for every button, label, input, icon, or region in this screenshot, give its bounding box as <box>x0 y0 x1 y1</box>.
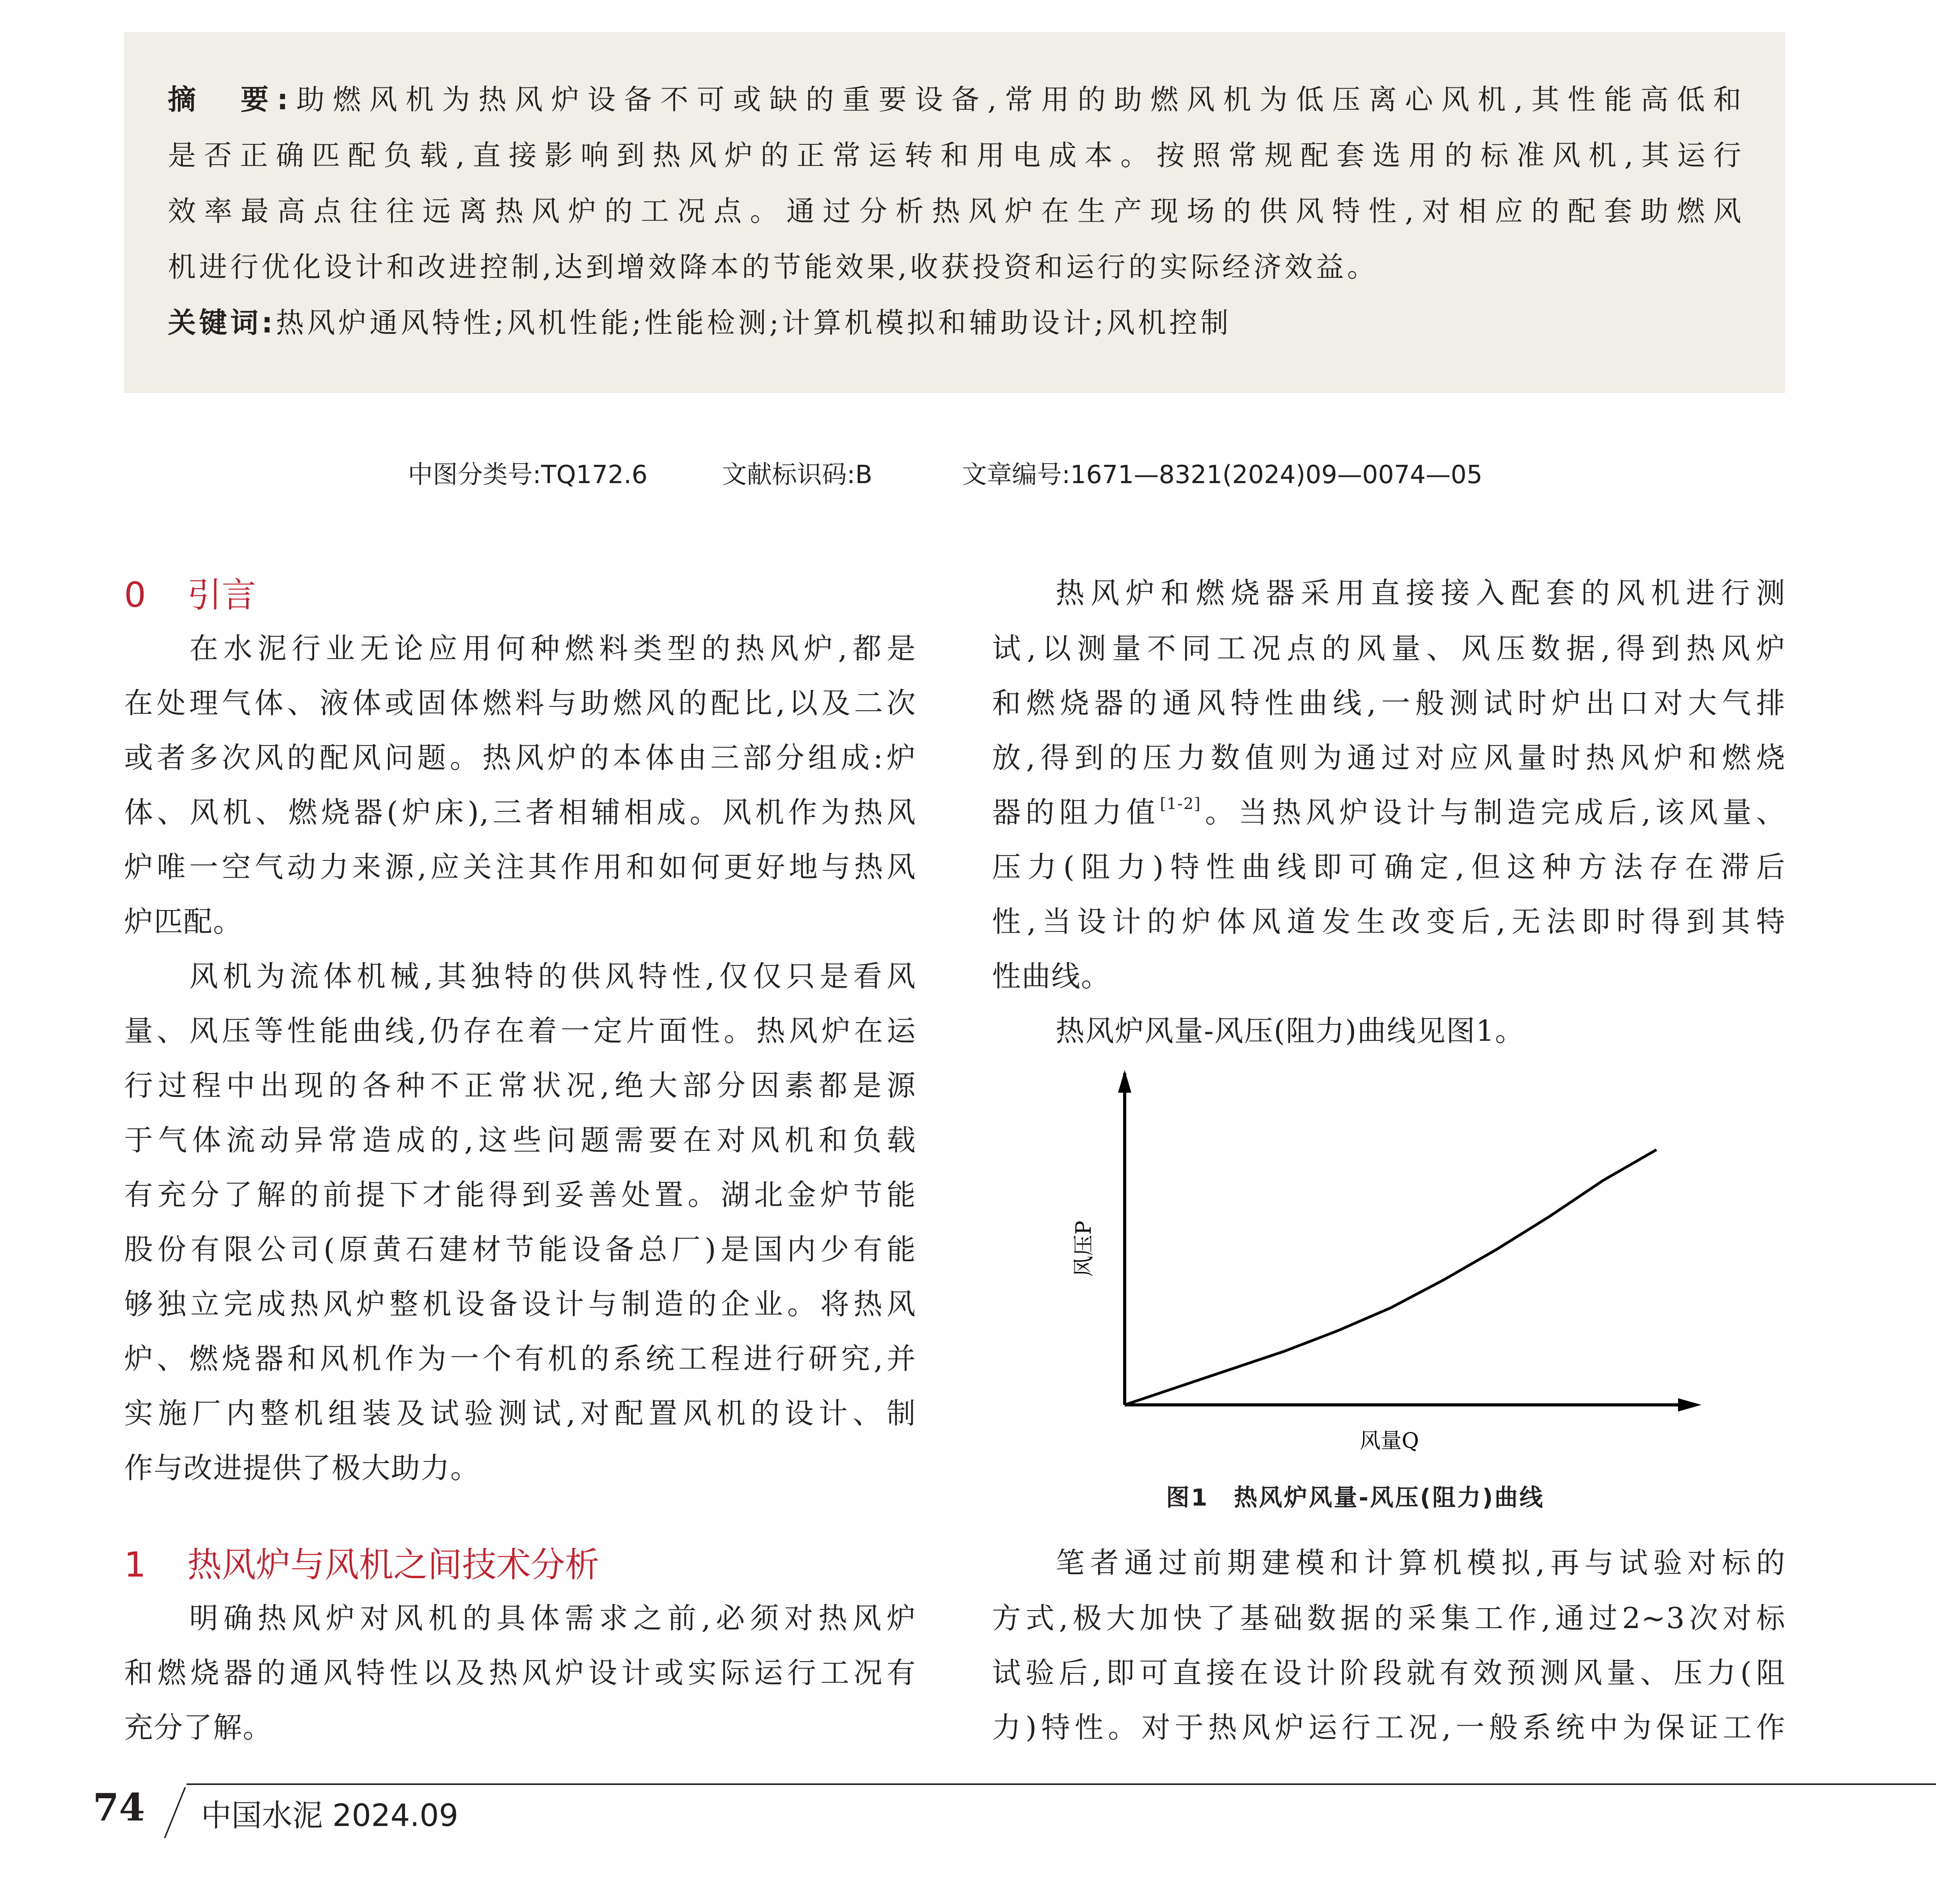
section-0-heading <box>124 574 256 617</box>
keywords-label: 关键词: <box>168 306 276 339</box>
left-p1-line-6: 炉匹配。 <box>124 905 243 939</box>
left-p2-line-6: 股份有限公司(原黄石建材节能设备总厂)是国内少有能 <box>124 1233 916 1266</box>
left-p3-line-1: 明确热风炉对风机的具体需求之前,必须对热风炉 <box>189 1602 916 1635</box>
document-code: 文献标识码:B <box>722 460 873 489</box>
figure-1-chart <box>1054 1061 1725 1467</box>
x-axis-label: 风量Q <box>1359 1428 1419 1453</box>
right-p1-line-5 <box>992 793 1786 832</box>
figure-caption: 图1 热风炉风量-风压(阻力)曲线 <box>1166 1484 1545 1511</box>
right-p3-line-4: 力)特性。对于热风炉运行工况,一般系统中为保证工作 <box>992 1711 1786 1744</box>
section-1-heading <box>124 1543 599 1586</box>
right-p1-line-6: 压力(阻力)特性曲线即可确定,但这种方法存在滞后 <box>992 850 1786 884</box>
article-number: 文章编号:1671—8321(2024)09—0074—05 <box>962 460 1483 489</box>
footer-slash <box>164 1787 186 1838</box>
right-p1-line-1: 热风炉和燃烧器采用直接接入配套的风机进行测 <box>1056 576 1786 610</box>
right-p3-line-3: 试验后,即可直接在设计阶段就有效预测风量、压力(阻 <box>992 1656 1786 1690</box>
left-p2-line-7: 够独立完成热风炉整机设备设计与制造的企业。将热风 <box>124 1287 916 1321</box>
right-p1-line-5b: 。当热风炉设计与制造完成后,该风量、 <box>1201 796 1786 829</box>
right-p1-line-5a: 器的阻力值 <box>992 796 1160 829</box>
left-p1-line-5: 炉唯一空气动力来源,应关注其作用和如何更好地与热风 <box>124 850 916 884</box>
series-line <box>1125 1150 1657 1405</box>
abstract-line-1 <box>168 80 1744 119</box>
y-axis-label: 风压P <box>1071 1220 1096 1277</box>
left-p2-line-1: 风机为流体机械,其独特的供风特性,仅仅只是看风 <box>189 960 916 993</box>
right-p1-line-8: 性曲线。 <box>992 960 1111 993</box>
abstract-label: 摘 要: <box>168 83 292 116</box>
left-p2-line-10: 作与改进提供了极大助力。 <box>124 1451 480 1485</box>
left-p1-line-4: 体、风机、燃烧器(炉床),三者相辅相成。风机作为热风 <box>124 796 916 829</box>
left-p2-line-5: 有充分了解的前提下才能得到妥善处置。湖北金炉节能 <box>124 1178 916 1212</box>
left-p3-line-2: 和燃烧器的通风特性以及热风炉设计或实际运行工况有 <box>124 1656 916 1690</box>
right-p3-line-2: 方式,极大加快了基础数据的采集工作,通过2~3次对标 <box>992 1602 1786 1635</box>
right-p1-line-3: 和燃烧器的通风特性曲线,一般测试时炉出口对大气排 <box>992 686 1786 720</box>
keywords-line <box>168 303 1744 342</box>
left-p3-line-3: 充分了解。 <box>124 1711 272 1744</box>
right-p1-line-7: 性,当设计的炉体风道发生改变后,无法即时得到其特 <box>992 905 1786 939</box>
left-p1-line-1: 在水泥行业无论应用何种燃料类型的热风炉,都是 <box>189 632 916 665</box>
journal-name: 中国水泥 2024.09 <box>201 1798 459 1833</box>
right-p2-line-1: 热风炉风量-风压(阻力)曲线见图1。 <box>1056 1014 1525 1048</box>
footer-rule <box>187 1783 1936 1785</box>
right-p3-line-1: 笔者通过前期建模和计算机模拟,再与试验对标的 <box>1056 1546 1786 1580</box>
left-p2-line-4: 于气体流动异常造成的,这些问题需要在对风机和负载 <box>124 1124 916 1157</box>
section-0-title: 引言 <box>187 575 256 615</box>
y-axis-arrow <box>1118 1070 1131 1093</box>
clc-number: 中图分类号:TQ172.6 <box>408 460 648 489</box>
left-p1-line-2: 在处理气体、液体或固体燃料与助燃风的配比,以及二次 <box>124 686 916 720</box>
x-axis-arrow <box>1678 1398 1701 1412</box>
abstract-line-4: 机进行优化设计和改进控制,达到增效降本的节能效果,收获投资和运行的实际经济效益。 <box>168 251 1378 283</box>
left-p2-line-8: 炉、燃烧器和风机作为一个有机的系统工程进行研究,并 <box>124 1342 916 1376</box>
left-p2-line-9: 实施厂内整机组装及试验测试,对配置风机的设计、制 <box>124 1397 916 1430</box>
page-number: 74 <box>93 1785 145 1829</box>
section-1-number: 1 <box>124 1545 146 1585</box>
citation-ref: [1-2] <box>1160 795 1201 813</box>
section-0-number: 0 <box>124 575 146 615</box>
abstract-text-1: 助燃风机为热风炉设备不可或缺的重要设备,常用的助燃风机为低压离心风机,其性能高低和 <box>291 83 1744 116</box>
section-1-title: 热风炉与风机之间技术分析 <box>187 1545 600 1585</box>
right-p1-line-2: 试,以测量不同工况点的风量、风压数据,得到热风炉 <box>992 632 1786 665</box>
left-p1-line-3: 或者多次风的配风问题。热风炉的本体由三部分组成:炉 <box>124 741 916 775</box>
abstract-line-3: 效率最高点往往远离热风炉的工况点。通过分析热风炉在生产现场的供风特性,对相应的配套助燃风 <box>168 195 1744 228</box>
left-p2-line-3: 行过程中出现的各种不正常状况,绝大部分因素都是源 <box>124 1069 916 1102</box>
keywords-text: 热风炉通风特性;风机性能;性能检测;计算机模拟和辅助设计;风机控制 <box>276 306 1232 339</box>
abstract-line-2: 是否正确匹配负载,直接影响到热风炉的正常运转和用电成本。按照常规配套选用的标准风机,其运行 <box>168 139 1744 172</box>
left-p2-line-2: 量、风压等性能曲线,仍存在着一定片面性。热风炉在运 <box>124 1014 916 1048</box>
right-p1-line-4: 放,得到的压力数值则为通过对应风量时热风炉和燃烧 <box>992 741 1786 775</box>
